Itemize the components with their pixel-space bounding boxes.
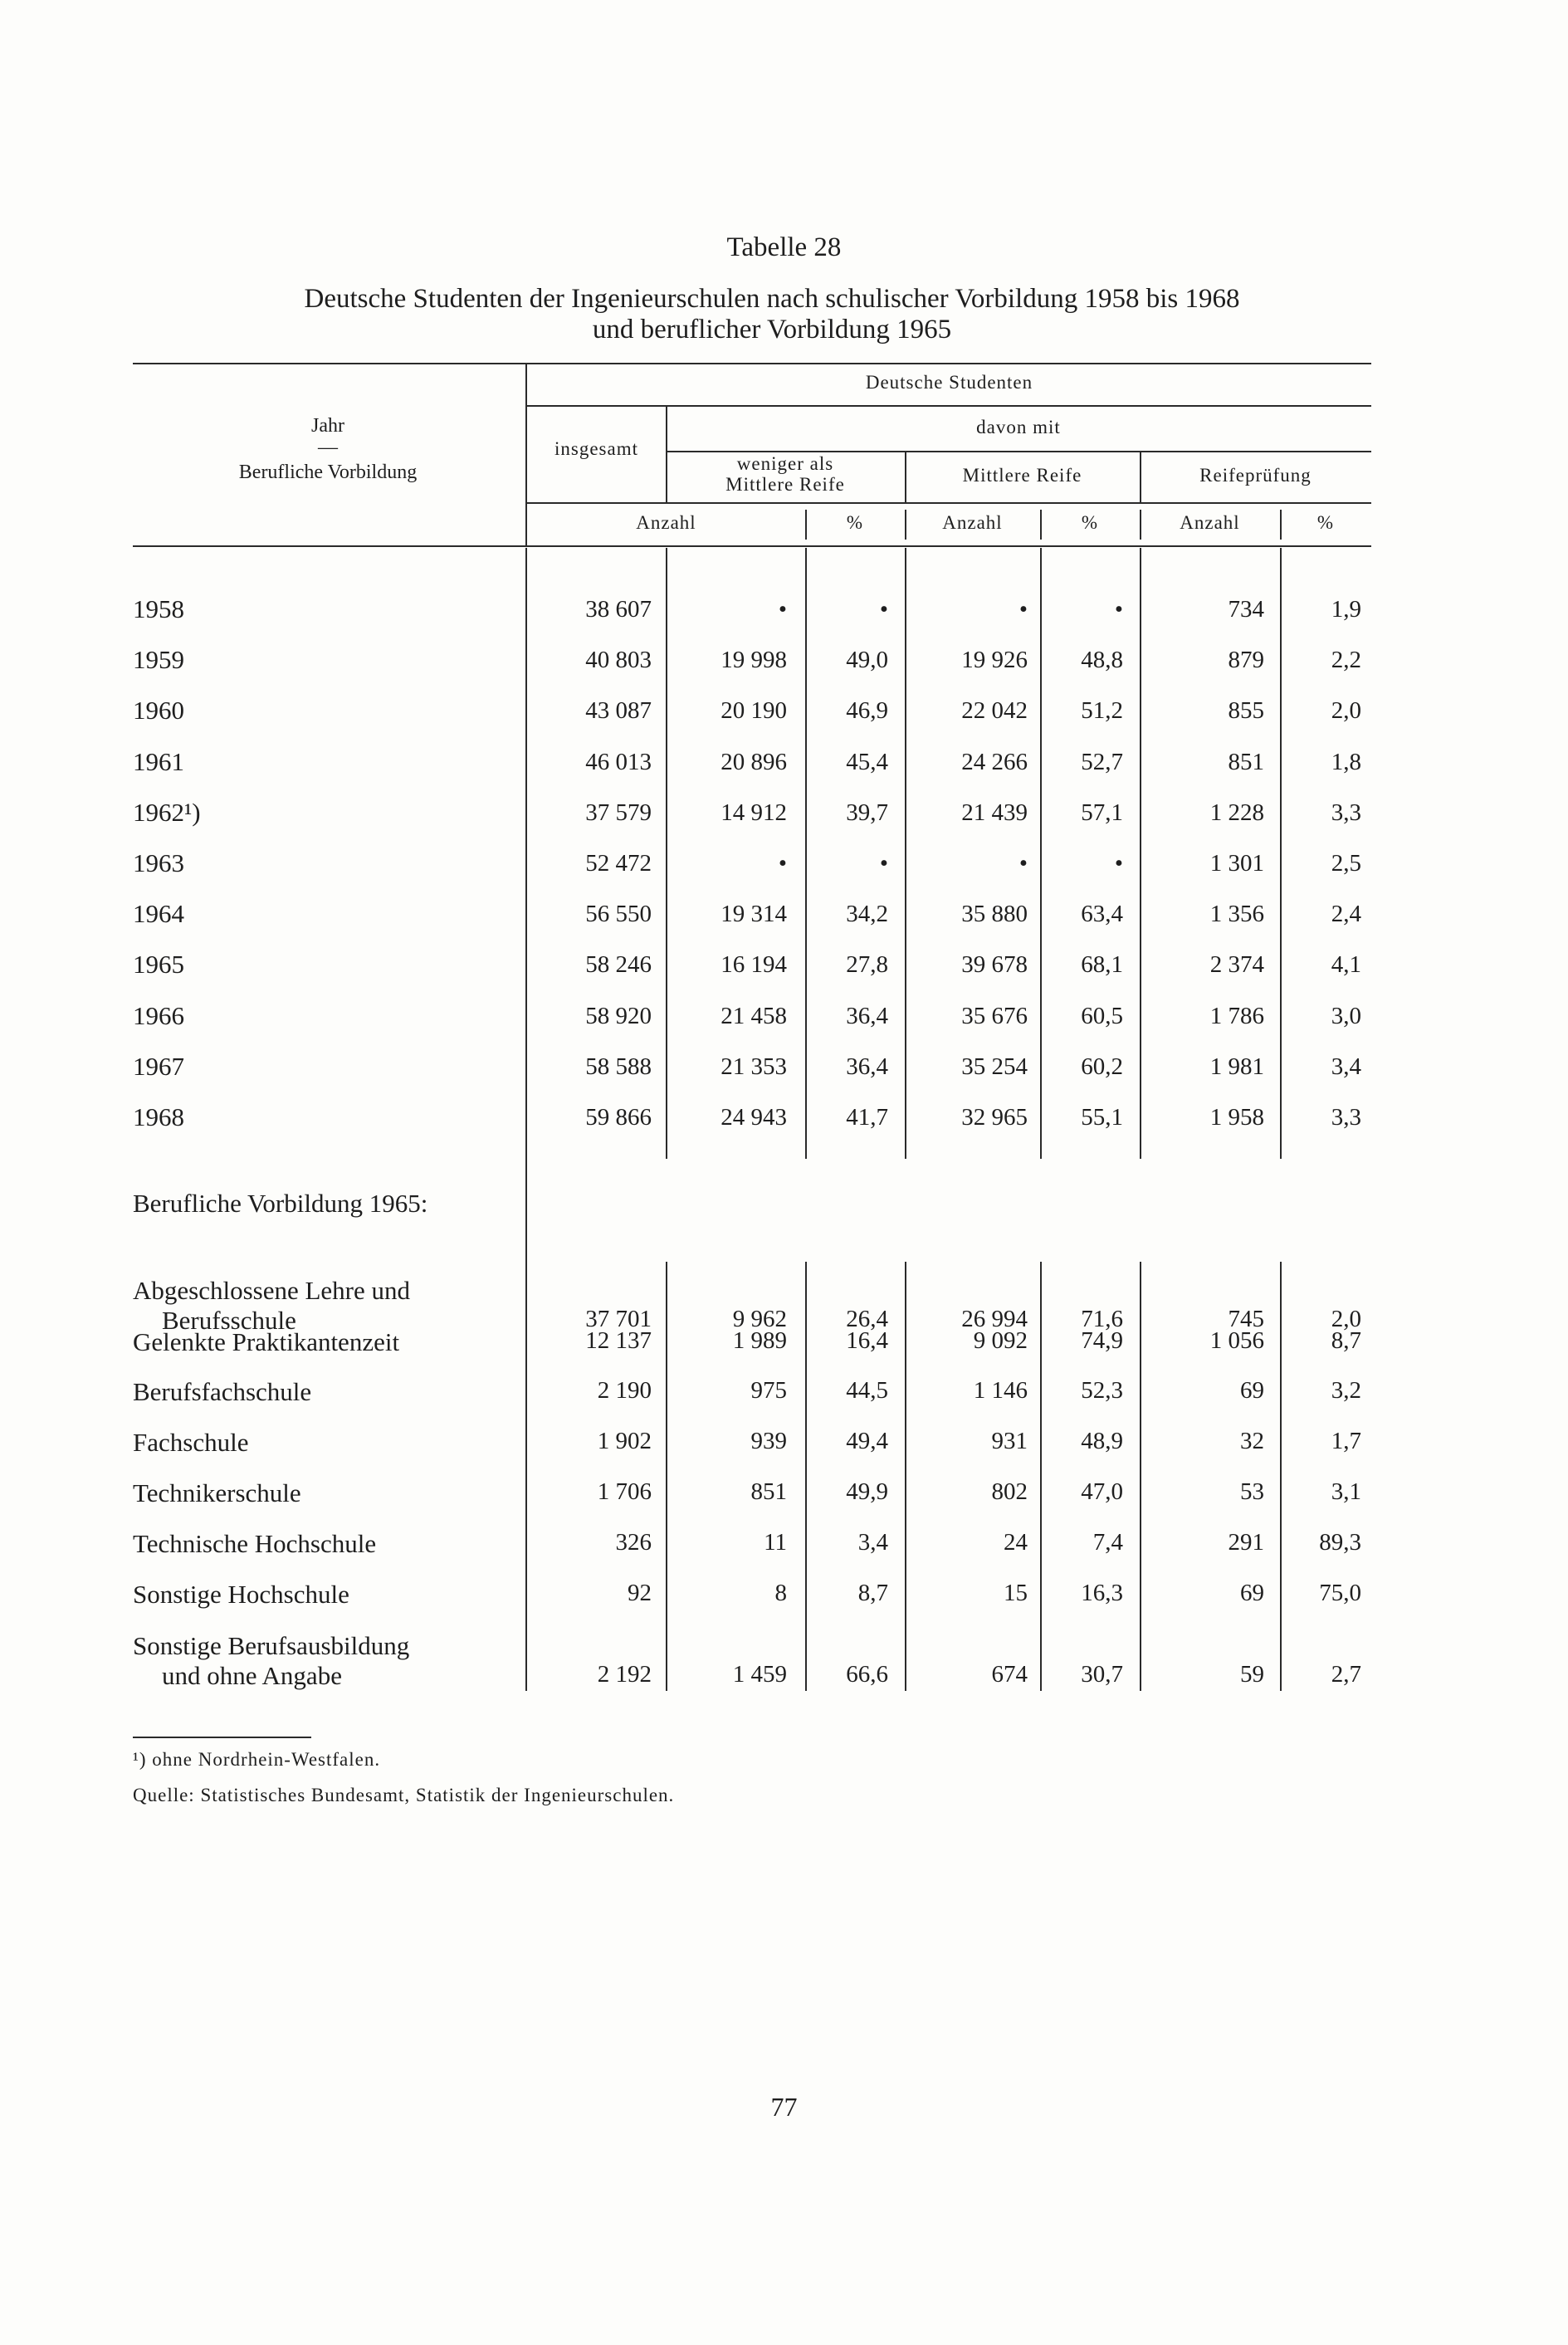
voc-row-cell: 1 706 [597, 1478, 652, 1505]
voc-row-cell: 2,0 [1331, 1306, 1361, 1332]
voc-row-cell: 49,4 [846, 1428, 888, 1454]
year-row-cell: 24 943 [720, 1104, 787, 1131]
year-row-label: 1968 [133, 1102, 184, 1131]
voc-row-cell: 44,5 [846, 1377, 888, 1404]
footnote-rule [133, 1737, 311, 1738]
group-header: Deutsche Studenten [865, 372, 1033, 393]
weniger-header-1: weniger als [736, 453, 834, 474]
voc-row-cell: 8 [774, 1580, 787, 1606]
year-row-label: 1967 [133, 1051, 184, 1081]
voc-row-cell: 32 [1240, 1428, 1264, 1454]
voc-row-cell: 47,0 [1081, 1478, 1123, 1505]
year-row-cell: 2,4 [1331, 901, 1361, 928]
year-row-label: 1963 [133, 848, 184, 877]
year-row-cell: 52,7 [1081, 748, 1123, 775]
year-row-cell: 57,1 [1081, 799, 1123, 826]
year-row-cell: 48,8 [1081, 647, 1123, 674]
anzahl-header-b: Anzahl [942, 512, 1003, 533]
year-row-cell: 68,1 [1081, 951, 1123, 979]
voc-row-cell: 69 [1240, 1580, 1264, 1606]
voc-row-cell: 2 192 [597, 1661, 652, 1688]
year-row-cell: 4,1 [1331, 951, 1361, 979]
voc-row-label: Gelenkte Praktikantenzeit [133, 1327, 400, 1356]
year-row-cell: 35 254 [961, 1053, 1028, 1080]
voc-row-cell: 1 056 [1209, 1327, 1264, 1354]
header-bottom-rule [133, 545, 1371, 547]
year-row-cell: 32 965 [961, 1104, 1028, 1131]
voc-row-cell: 1 146 [973, 1377, 1028, 1404]
voc-row-cell: 75,0 [1319, 1580, 1361, 1606]
voc-row-label: Sonstige Berufsausbildung [133, 1631, 410, 1660]
anzahl-header-c: Anzahl [1180, 512, 1240, 533]
section-heading: Berufliche Vorbildung 1965: [133, 1189, 428, 1218]
voc-row-cell: 7,4 [1092, 1529, 1123, 1556]
year-row-cell: 20 190 [720, 697, 787, 725]
year-row-cell: 3,4 [1331, 1053, 1361, 1080]
voc-row-label: Technikerschule [133, 1478, 301, 1507]
year-row-cell: 38 607 [585, 596, 652, 623]
pct-header-c: % [1316, 512, 1335, 533]
voc-row-cell: 24 [1004, 1529, 1028, 1556]
voc-row-cell: 30,7 [1081, 1661, 1123, 1688]
voc-row-cell: 74,9 [1081, 1327, 1123, 1354]
year-row-cell: 1 958 [1209, 1104, 1264, 1131]
reife-header: Reifeprüfung [1199, 465, 1312, 486]
anzahl-header-a: Anzahl [636, 512, 696, 533]
year-row-cell: 59 866 [585, 1104, 652, 1131]
year-row-cell: 1 228 [1209, 799, 1264, 826]
voc-row-cell: 26,4 [846, 1306, 888, 1332]
voc-row-cell: 674 [991, 1661, 1028, 1688]
stub-header-berufliche: Berufliche Vorbildung [238, 462, 418, 483]
voc-row-label: Technische Hochschule [133, 1529, 377, 1558]
year-row-cell: 58 920 [585, 1002, 652, 1029]
voc-row-cell: 26 994 [961, 1306, 1028, 1332]
year-row-cell: 60,2 [1081, 1053, 1123, 1080]
voc-row-cell: 9 092 [973, 1327, 1028, 1354]
year-row-cell: 1 301 [1209, 850, 1264, 877]
voc-row-cell: 2 190 [597, 1377, 652, 1404]
year-row-label: 1964 [133, 899, 184, 929]
year-row-cell: 19 926 [961, 647, 1028, 674]
table-title: Tabelle 28 [726, 232, 842, 262]
year-row-label: 1958 [133, 594, 184, 623]
year-row-cell: 39 678 [961, 951, 1028, 979]
subtitle-line-1: Deutsche Studenten der Ingenieurschulen nach schulischer Vorbildung 1958 bis 1968 [304, 284, 1240, 314]
year-row-cell: 2,2 [1331, 647, 1361, 674]
footnote: ¹) ohne Nordrhein-Westfalen. [133, 1749, 381, 1770]
year-row-cell: • [778, 850, 787, 877]
voc-row-cell: 53 [1240, 1478, 1264, 1505]
source-note: Quelle: Statistisches Bundesamt, Statistik der Ingenieurschulen. [133, 1785, 675, 1805]
voc-row-cell: 3,4 [857, 1529, 888, 1556]
year-row-cell: 2 374 [1209, 951, 1264, 979]
year-row-cell: • [879, 596, 888, 623]
year-row-cell: 39,7 [846, 799, 888, 826]
year-row-cell: 27,8 [846, 951, 888, 979]
voc-row-label: Fachschule [133, 1428, 249, 1457]
page-number: 77 [770, 2092, 798, 2122]
voc-row-cell: 16,4 [846, 1327, 888, 1354]
pct-header-a: % [846, 512, 864, 533]
voc-row-cell: 802 [991, 1478, 1028, 1505]
voc-row-cell: 931 [991, 1428, 1028, 1454]
year-row-cell: 21 439 [961, 799, 1028, 826]
table-subtitle [133, 284, 1411, 345]
year-row-cell: 58 246 [585, 951, 652, 979]
year-row-cell: • [879, 850, 888, 877]
year-row-label: 1962¹) [133, 797, 201, 827]
voc-row-cell: 745 [1228, 1306, 1264, 1332]
voc-row-cell: 12 137 [585, 1327, 652, 1354]
year-row-cell: 36,4 [846, 1053, 888, 1080]
year-row-cell: 46 013 [585, 748, 652, 775]
voc-row-cell: 37 701 [585, 1306, 652, 1332]
year-row-cell: 40 803 [585, 647, 652, 674]
subheader-rule [527, 502, 1371, 504]
year-row-cell: 851 [1228, 748, 1264, 775]
year-row-cell: 734 [1228, 596, 1264, 623]
year-row-cell: 37 579 [585, 799, 652, 826]
year-row-cell: • [1114, 596, 1123, 623]
year-row-cell: 1,8 [1331, 748, 1361, 775]
year-row-cell: 19 998 [720, 647, 787, 674]
header-top-rule [133, 363, 1371, 364]
voc-row-label: Berufsschule [162, 1306, 296, 1335]
year-row-label: 1966 [133, 1000, 184, 1030]
voc-row-cell: 66,6 [846, 1661, 888, 1688]
year-row-label: 1960 [133, 696, 184, 725]
year-row-cell: 41,7 [846, 1104, 888, 1131]
year-row-cell: 3,0 [1331, 1002, 1361, 1029]
year-row-cell: 58 588 [585, 1053, 652, 1080]
voc-row-cell: 2,7 [1331, 1661, 1361, 1688]
voc-row-cell: 71,6 [1081, 1306, 1123, 1332]
year-row-cell: 51,2 [1081, 697, 1123, 725]
voc-row-cell: 8,7 [1331, 1327, 1361, 1354]
year-row-cell: 1 981 [1209, 1053, 1264, 1080]
year-row-cell: 2,0 [1331, 697, 1361, 725]
year-row-cell: • [1018, 596, 1028, 623]
davon-rule [666, 451, 1371, 452]
voc-row-cell: 291 [1228, 1529, 1264, 1556]
year-row-cell: 3,3 [1331, 1104, 1361, 1131]
year-row-cell: 855 [1228, 697, 1264, 725]
voc-row-cell: 48,9 [1081, 1428, 1123, 1454]
year-row-cell: 43 087 [585, 697, 652, 725]
voc-row-cell: 69 [1240, 1377, 1264, 1404]
pct-header-b: % [1081, 512, 1099, 533]
year-row-cell: 36,4 [846, 1002, 888, 1029]
voc-row-cell: 9 962 [732, 1306, 787, 1332]
voc-row-cell: 52,3 [1081, 1377, 1123, 1404]
year-row-label: 1961 [133, 746, 184, 776]
year-row-cell: 1,9 [1331, 596, 1361, 623]
voc-row-cell: 939 [750, 1428, 787, 1454]
insgesamt-header: insgesamt [554, 438, 638, 459]
year-row-label: 1965 [133, 950, 184, 980]
stub-header-jahr: Jahr [311, 415, 344, 437]
year-row-cell: 2,5 [1331, 850, 1361, 877]
year-row-cell: 22 042 [961, 697, 1028, 725]
year-row-cell: 56 550 [585, 901, 652, 928]
year-row-cell: • [778, 596, 787, 623]
voc-row-label: Abgeschlossene Lehre und [133, 1276, 411, 1305]
year-row-cell: 55,1 [1081, 1104, 1123, 1131]
year-row-cell: 35 880 [961, 901, 1028, 928]
voc-row-cell: 1 989 [732, 1327, 787, 1354]
voc-row-cell: 1 459 [732, 1661, 787, 1688]
year-row-cell: 35 676 [961, 1002, 1028, 1029]
year-row-cell: 19 314 [720, 901, 787, 928]
year-row-cell: • [1018, 850, 1028, 877]
year-row-cell: 24 266 [961, 748, 1028, 775]
subtitle-line-2: und beruflicher Vorbildung 1965 [592, 315, 952, 344]
year-row-cell: 14 912 [720, 799, 787, 826]
year-row-cell: 46,9 [846, 697, 888, 725]
year-row-cell: 16 194 [720, 951, 787, 979]
year-row-cell: 34,2 [846, 901, 888, 928]
voc-row-cell: 975 [750, 1377, 787, 1404]
year-row-cell: 21 353 [720, 1053, 787, 1080]
voc-row-cell: 16,3 [1081, 1580, 1123, 1606]
mittlere-header: Mittlere Reife [962, 465, 1082, 486]
voc-row-label: Berufsfachschule [133, 1377, 312, 1406]
voc-row-cell: 89,3 [1319, 1529, 1361, 1556]
stub-header-dash: — [318, 437, 338, 458]
voc-row-cell: 49,9 [846, 1478, 888, 1505]
voc-row-cell: 11 [764, 1529, 787, 1556]
voc-row-cell: 3,2 [1331, 1377, 1361, 1404]
voc-row-label: Sonstige Hochschule [133, 1580, 349, 1609]
voc-row-cell: 8,7 [857, 1580, 888, 1606]
voc-row-cell: 851 [750, 1478, 787, 1505]
year-row-cell: 63,4 [1081, 901, 1123, 928]
year-row-cell: 20 896 [720, 748, 787, 775]
voc-row-label: und ohne Angabe [162, 1661, 342, 1690]
voc-row-cell: 92 [628, 1580, 652, 1606]
year-row-cell: 1 356 [1209, 901, 1264, 928]
year-row-cell: • [1114, 850, 1123, 877]
voc-row-cell: 3,1 [1331, 1478, 1361, 1505]
year-row-cell: 21 458 [720, 1002, 787, 1029]
year-row-cell: 1 786 [1209, 1002, 1264, 1029]
weniger-header-2: Mittlere Reife [725, 474, 845, 495]
year-row-cell: 879 [1228, 647, 1264, 674]
davon-header: davon mit [976, 417, 1061, 437]
group-rule [527, 405, 1371, 407]
voc-row-cell: 1,7 [1331, 1428, 1361, 1454]
voc-row-cell: 15 [1004, 1580, 1028, 1606]
voc-row-cell: 59 [1240, 1661, 1264, 1688]
voc-row-cell: 326 [615, 1529, 652, 1556]
year-row-cell: 60,5 [1081, 1002, 1123, 1029]
year-row-label: 1959 [133, 645, 184, 675]
year-row-cell: 49,0 [846, 647, 888, 674]
year-row-cell: 52 472 [585, 850, 652, 877]
year-row-cell: 45,4 [846, 748, 888, 775]
year-row-cell: 3,3 [1331, 799, 1361, 826]
voc-row-cell: 1 902 [597, 1428, 652, 1454]
